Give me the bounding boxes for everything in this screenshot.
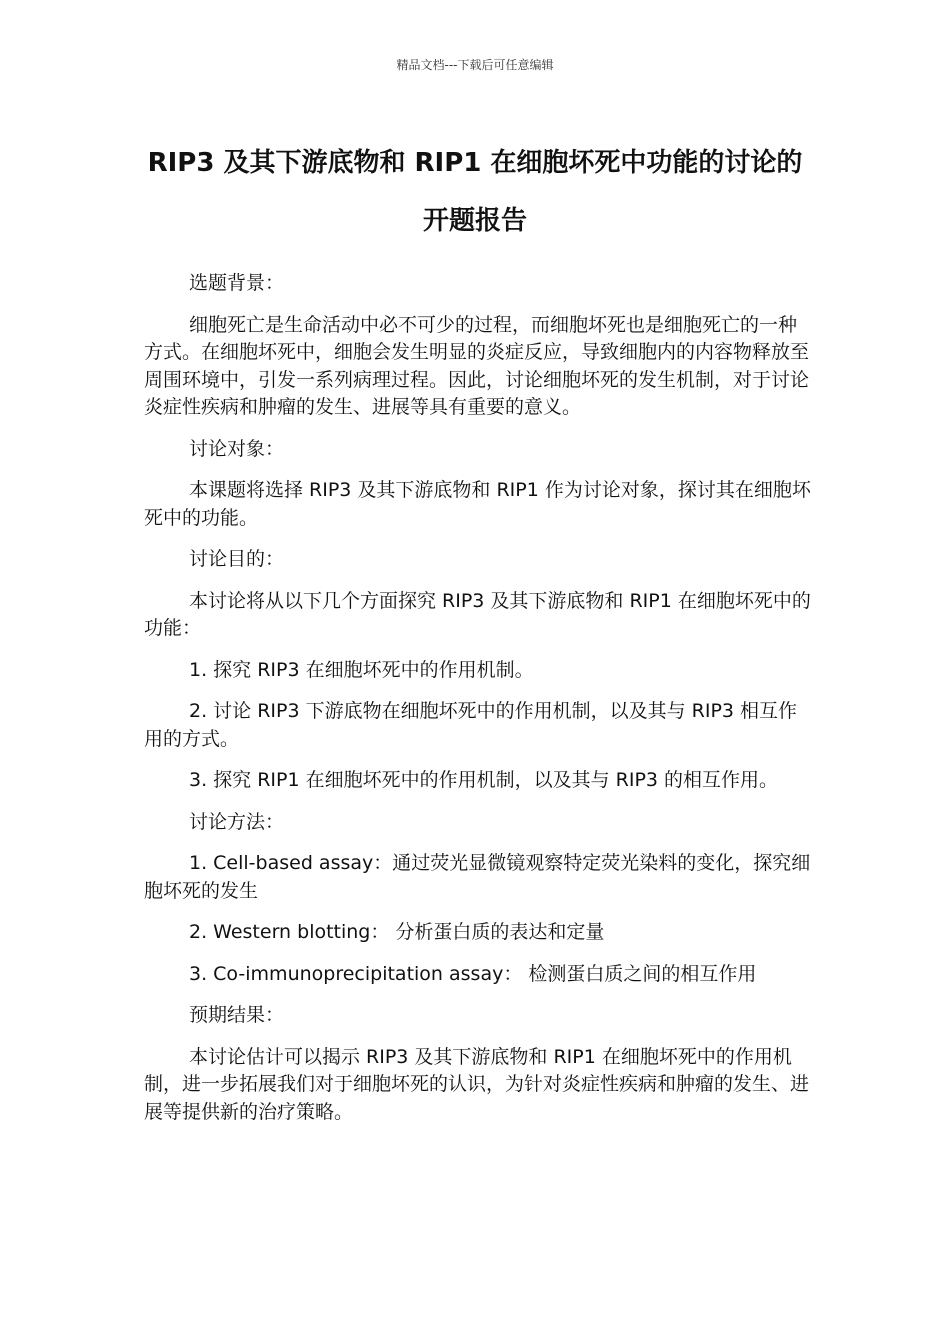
background-paragraph: 细胞死亡是生命活动中必不可少的过程，而细胞坏死也是细胞死亡的一种方式。在细胞坏死中，细胞会发生明显的炎症反应，导致细胞内的内容物释放至周围环境中，引发一系列病理过程。因此，讨论细胞坏死的发生机制，对于讨论炎症性疾病和肿瘤的发生、进展等具有重要的意义。 [144,313,810,418]
method-list-item: 3. Co-immunoprecipitation assay： 检测蛋白质之间的相互作用 [189,962,757,985]
header-note: 精品文档---下载后可任意编辑 [396,58,554,72]
background-heading: 选题背景： [189,272,285,294]
document-body [144,270,814,1140]
method-list-item: 1. Cell-based assay：通过荧光显微镜观察特定荧光染料的变化，探究细胞坏死的发生 [144,852,811,902]
method-list-item: 2. Western blotting： 分析蛋白质的表达和定量 [189,921,605,943]
aim-list-item: 2. 讨论 RIP3 下游底物在细胞坏死中的作用机制，以及其与 RIP3 相互作用的方式。 [144,700,798,750]
result-heading: 预期结果： [189,1004,285,1026]
result-paragraph: 本讨论估计可以揭示 RIP3 及其下游底物和 RIP1 在细胞坏死中的作用机制，进一步拓展我们对于细胞坏死的认识，为针对炎症性疾病和肿瘤的发生、进展等提供新的治疗策略。 [144,1045,810,1123]
aim-list-item: 3. 探究 RIP1 在细胞坏死中的作用机制，以及其与 RIP3 的相互作用。 [189,769,779,791]
aim-heading: 讨论目的： [189,548,285,570]
aim-list-item: 1. 探究 RIP3 在细胞坏死中的作用机制。 [189,658,534,681]
object-paragraph: 本课题将选择 RIP3 及其下游底物和 RIP1 作为讨论对象，探讨其在细胞坏死中的功能。 [144,479,811,529]
document-title: RIP3 及其下游底物和 RIP1 在细胞坏死中功能的讨论的开题报告 [147,148,803,236]
aim-paragraph: 本讨论将从以下几个方面探究 RIP3 及其下游底物和 RIP1 在细胞坏死中的功能： [144,589,811,639]
method-heading: 讨论方法： [189,810,285,833]
object-heading: 讨论对象： [189,437,285,460]
